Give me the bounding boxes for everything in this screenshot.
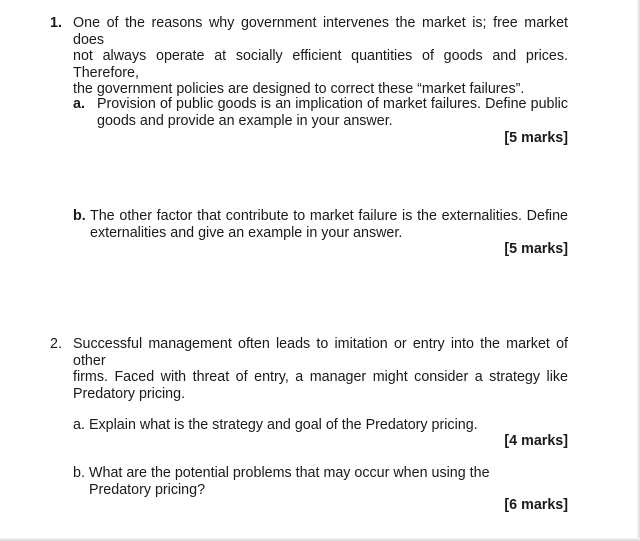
question-1-number: 1.	[50, 15, 62, 31]
question-1a-text	[97, 96, 568, 129]
question-2-line-3: Predatory pricing.	[73, 385, 186, 402]
question-1-line-2: not always operate at socially efficient quantities of goods and prices. Therefore,	[73, 48, 568, 81]
question-1b-text	[90, 208, 568, 241]
question-2a-label: a.	[73, 417, 85, 433]
question-1-line-3: the government policies are designed to correct these “market failures”.	[73, 81, 525, 98]
question-2b-marks: [6 marks]	[504, 497, 568, 513]
question-2b-label: b.	[73, 465, 85, 481]
question-1b-line-2: externalities and give an example in your answer.	[90, 224, 403, 241]
question-1a-line-2: goods and provide an example in your answer.	[97, 112, 393, 129]
question-1b-line-1: The other factor that contribute to market failure is the externalities. Define	[90, 208, 568, 224]
question-1a-label: a.	[73, 96, 85, 112]
question-1a-marks: [5 marks]	[504, 130, 568, 146]
question-2-line-1: Successful management often leads to imitation or entry into the market of other	[73, 336, 568, 369]
question-2-text	[73, 336, 568, 402]
question-2b-line-1: What are the potential problems that may occur when using the	[89, 465, 490, 481]
question-2a-line-1: Explain what is the strategy and goal of the Predatory pricing.	[89, 417, 478, 433]
question-2b-text	[89, 465, 509, 498]
question-1a-line-1: Provision of public goods is an implication of market failures. Define public	[97, 96, 568, 112]
question-2a-marks: [4 marks]	[504, 433, 568, 449]
question-2b-line-2: Predatory pricing?	[89, 481, 206, 498]
question-2-line-2: firms. Faced with threat of entry, a manager might consider a strategy like	[73, 369, 568, 386]
question-1-text	[73, 15, 568, 98]
question-1-line-1: One of the reasons why government intervenes the market is; free market does	[73, 15, 568, 48]
question-1b-label: b.	[73, 208, 86, 224]
question-2a-text	[89, 417, 509, 434]
question-1b-marks: [5 marks]	[504, 241, 568, 257]
question-2-number: 2.	[50, 336, 62, 352]
